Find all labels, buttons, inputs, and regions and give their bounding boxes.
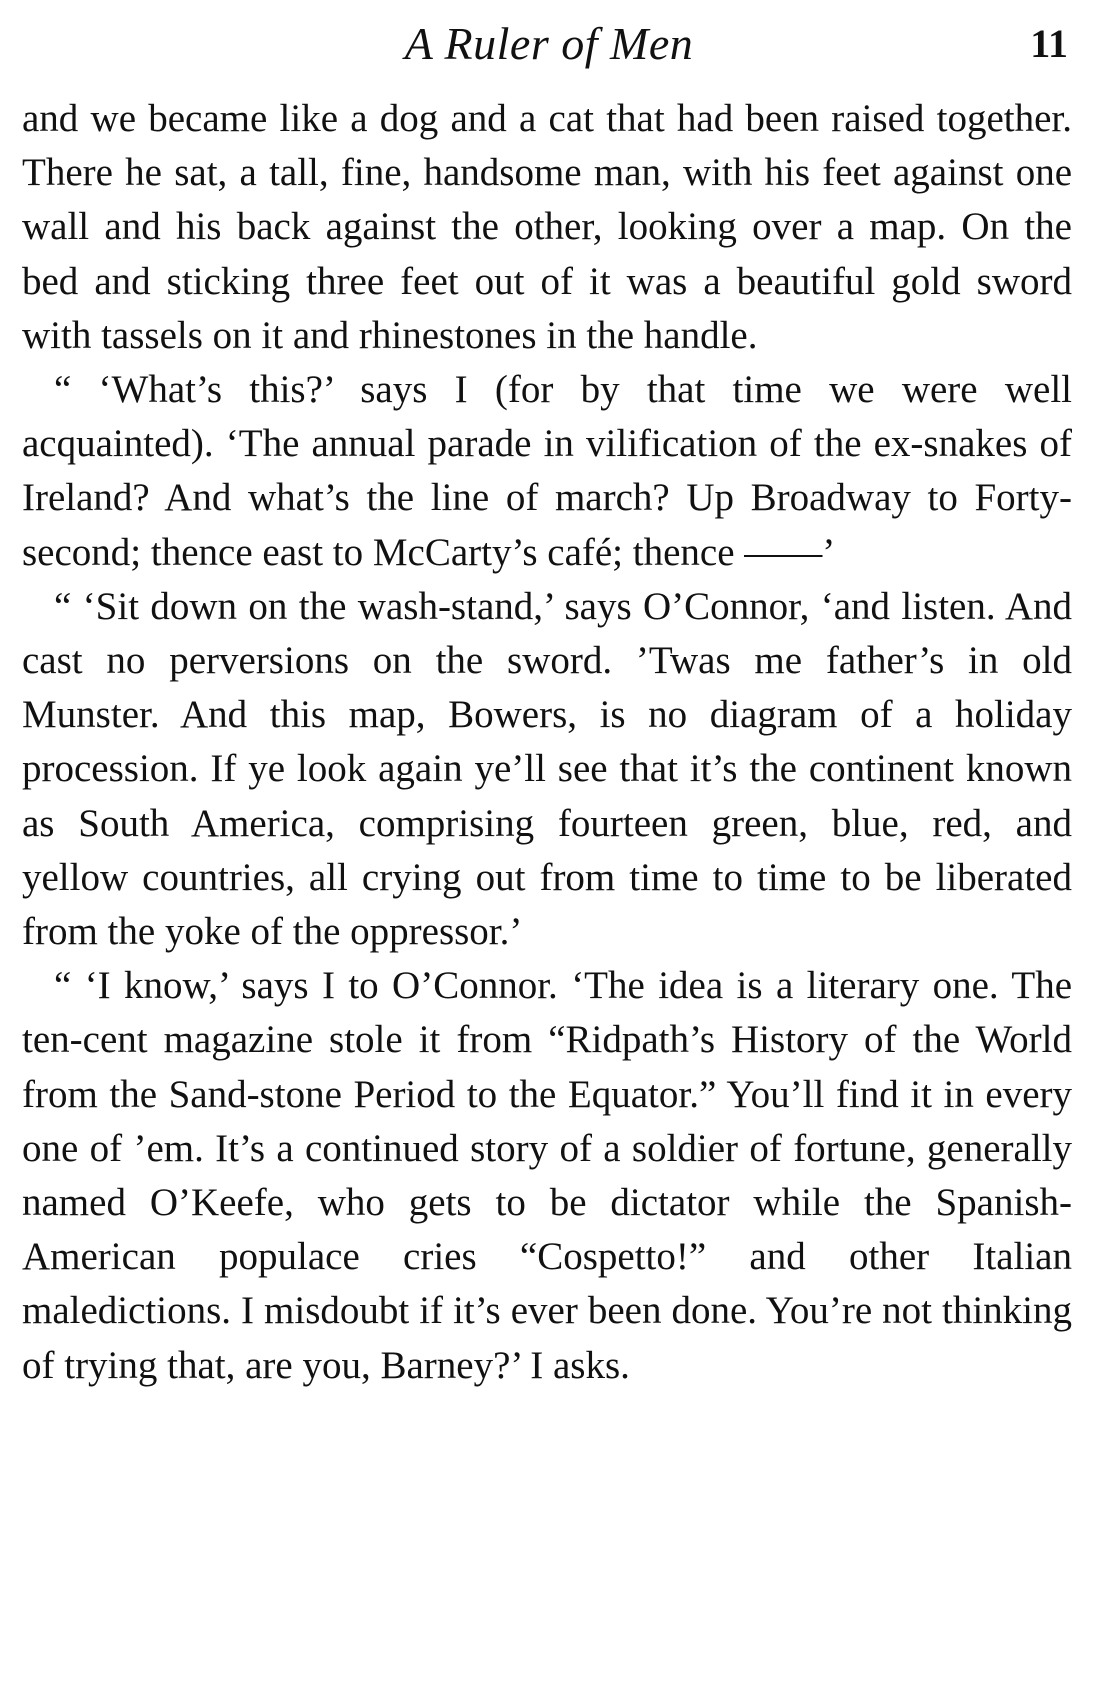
paragraph-continued: and we became like a dog and a cat that had been raised together. There he sat, a tall, fine, handsome man, with his feet against one wall and his back against the other, looking over a map. On the bed and sticking three feet out of it was a beautiful gold sword with tassels on it and rhinestones in the handle. [22, 97, 1072, 357]
paragraph-sit-down: “ ‘Sit down on the wash-stand,’ says O’Connor, ‘and listen. And cast no perversions on the sword. ’Twas me father’s in old Munster. And this map, Bowers, is no diagram of a holiday procession. If ye look again ye’ll see that it’s the continent known as South America, comprising fourteen green, blue, red, and yellow countries, all crying out from time to time to be liberated from the yoke of the oppressor.’ [22, 584, 1072, 954]
paragraph-i-know: “ ‘I know,’ says I to O’Connor. ‘The idea is a literary one. The ten-cent magazine stole it from “Ridpath’s History of the World from the Sand-stone Period to the Equator.” You’ll find it in every one of ’em. It’s a continued story of a soldier of fortune, generally named O’Keefe, who gets to be dictator while the Spanish-American populace cries “Cospetto!” and other Italian maledictions. I misdoubt if it’s ever been done. You’re not thinking of trying that, are you, Barney?’ I asks. [22, 964, 1072, 1387]
page-number: 11 [1030, 21, 1068, 66]
running-head [22, 14, 1076, 74]
paragraph-whats-this: “ ‘What’s this?’ says I (for by that time we were well acquainted). ‘The annual parade in vilification of the ex-snakes of Ireland? And what’s the line of march? Up Broadway to Forty-second; thence east to McCarty’s café; thence ——’ [22, 368, 1072, 574]
running-title: A Ruler of Men [404, 18, 694, 69]
body-text [22, 92, 1072, 1393]
